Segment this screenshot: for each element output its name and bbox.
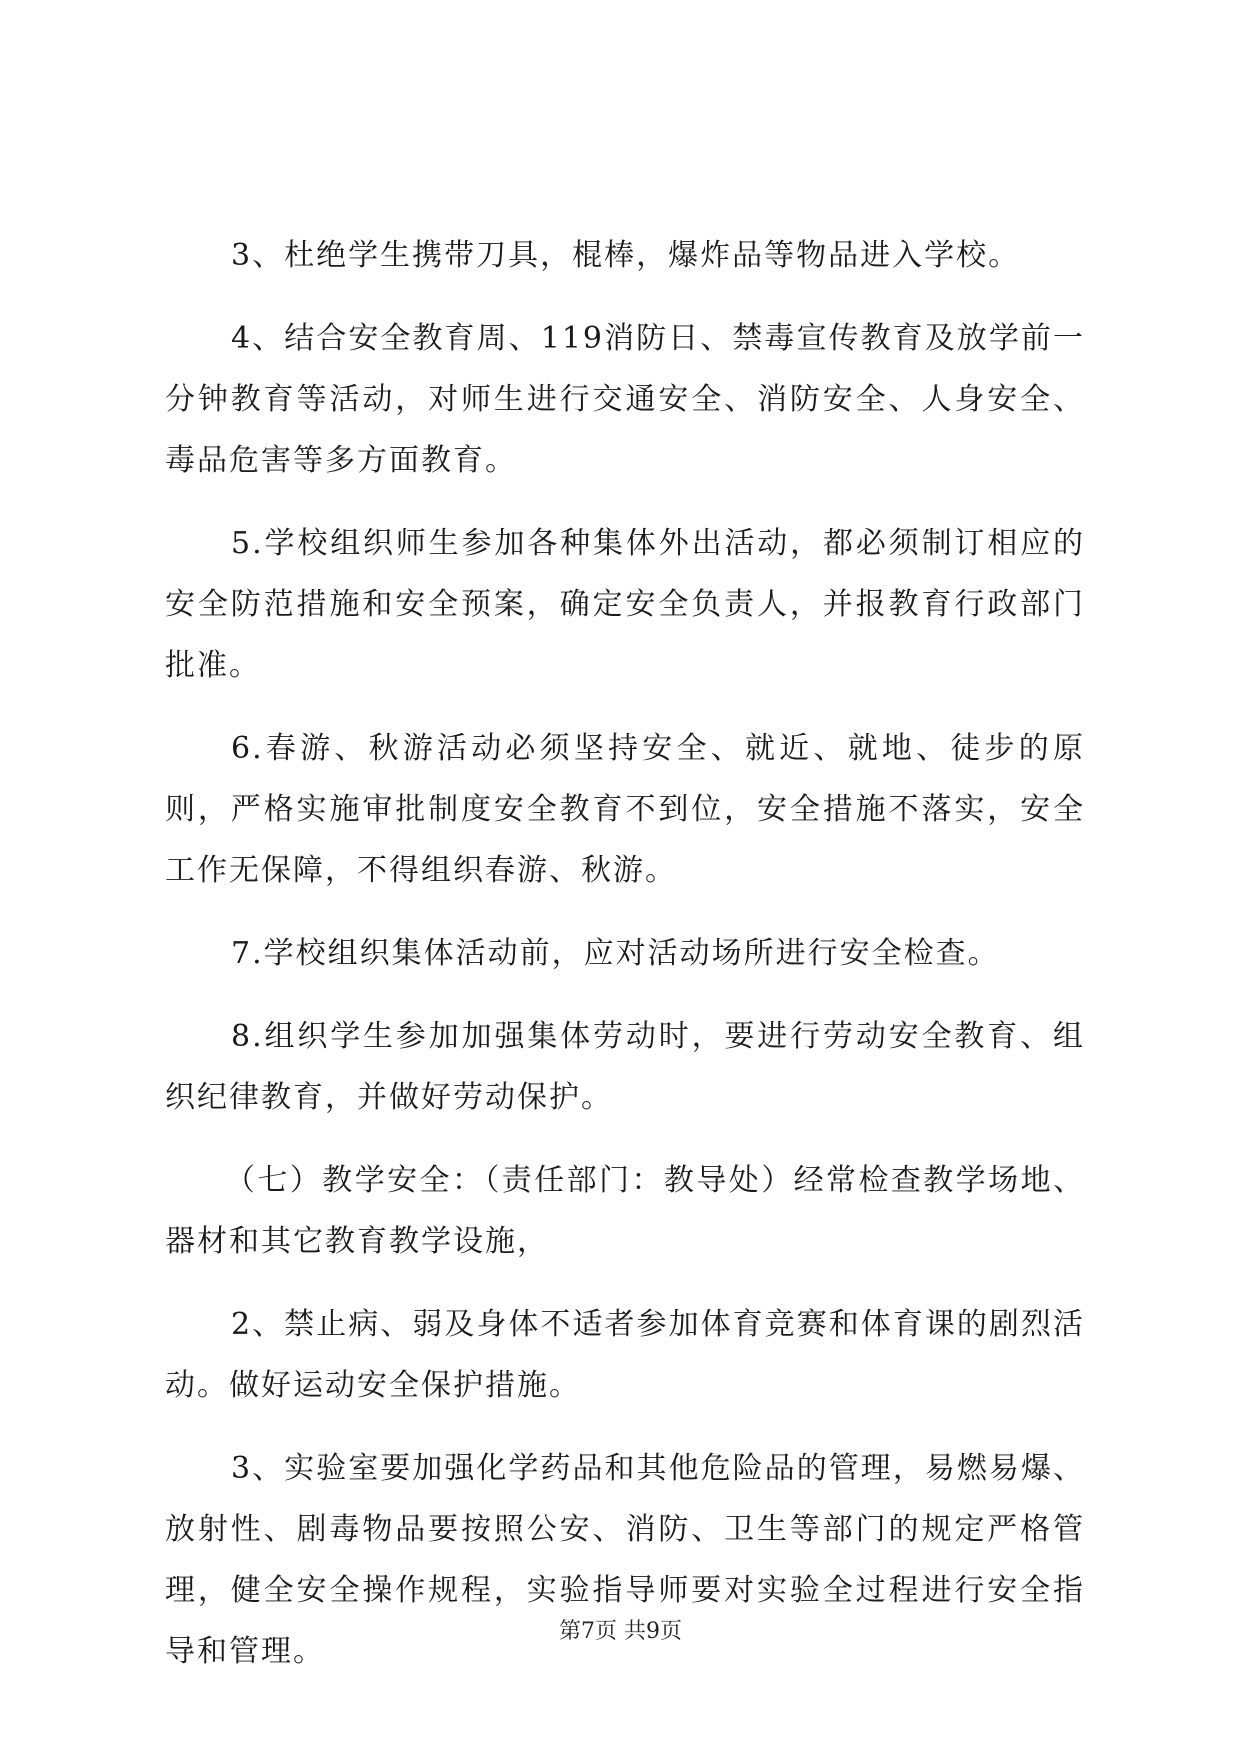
document-body [165, 225, 1085, 1704]
paragraph-item-8-labor-safety: 8.组织学生参加加强集体劳动时，要进行劳动安全教育、组织纪律教育，并做好劳动保护。 [165, 1019, 1085, 1115]
section-heading-teaching-safety: （七）教学安全：（责任部门：教导处）经常检查教学场地、器材和其它教育教学设施， [165, 1163, 1085, 1259]
paragraph-item-3-prohibit-weapons: 3、杜绝学生携带刀具，棍棒，爆炸品等物品进入学校。 [231, 238, 1021, 273]
paragraph-item-2-sports-safety: 2、禁止病、弱及身体不适者参加体育竞赛和体育课的剧烈活动。做好运动安全保护措施。 [165, 1307, 1085, 1403]
paragraph-item-7-venue-check: 7.学校组织集体活动前，应对活动场所进行安全检查。 [231, 936, 1000, 971]
paragraph-item-3-lab-safety: 3、实验室要加强化学药品和其他危险品的管理，易燃易爆、放射性、剧毒物品要按照公安、消防、卫生等部门的规定严格管理，健全安全操作规程，实验指导师要对实验全过程进行安全指导和管理。 [165, 1451, 1085, 1669]
paragraph-item-6-spring-autumn-trips: 6.春游、秋游活动必须坚持安全、就近、就地、徒步的原则，严格实施审批制度安全教育不到位，安全措施不落实，安全工作无保障，不得组织春游、秋游。 [165, 731, 1085, 888]
page-number-footer: 第7页 共9页 [559, 1619, 682, 1644]
paragraph-item-5-outings: 5.学校组织师生参加各种集体外出活动，都必须制订相应的安全防范措施和安全预案，确定安全负责人，并报教育行政部门批准。 [165, 526, 1085, 683]
paragraph-item-4-safety-education: 4、结合安全教育周、119消防日、禁毒宣传教育及放学前一分钟教育等活动，对师生进行交通安全、消防安全、人身安全、毒品危害等多方面教育。 [165, 321, 1085, 478]
